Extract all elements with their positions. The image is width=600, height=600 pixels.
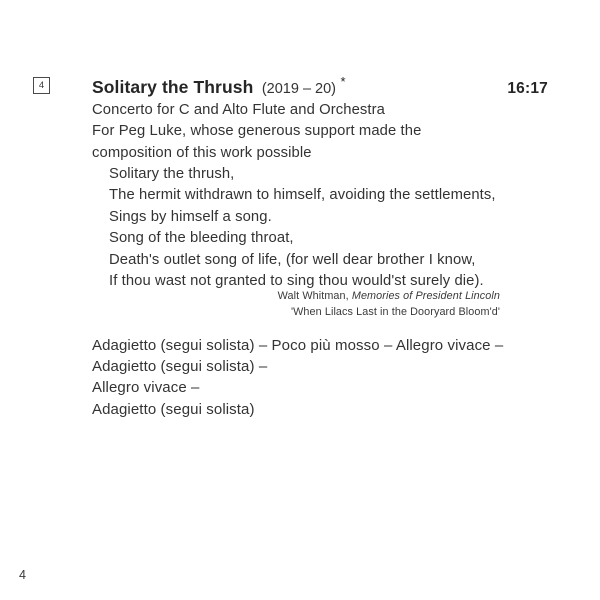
work-title-group xyxy=(92,74,346,98)
movement-line: Adagietto (segui solista) xyxy=(92,400,255,418)
poem-line: Song of the bleeding throat, xyxy=(109,230,294,247)
poem xyxy=(109,164,496,292)
work-years: (2019 – 20) xyxy=(261,81,336,97)
poem-line: Sings by himself a song. xyxy=(109,208,272,225)
track-number-box xyxy=(33,77,50,94)
movement-line: Allegro vivace – xyxy=(92,379,200,397)
work-duration: 16:17 xyxy=(507,80,548,97)
track-number: 4 xyxy=(38,80,45,91)
page-number: 4 xyxy=(19,568,26,582)
attribution-author: Walt Whitman, xyxy=(277,290,352,302)
work-dedication-line-1: For Peg Luke, whose generous support made the xyxy=(92,123,422,140)
poem-line: Solitary the thrush, xyxy=(109,166,235,182)
attribution-work-title: Memories of President Lincoln xyxy=(351,290,500,302)
poem-attribution xyxy=(278,289,500,320)
movement-line: Adagietto (segui solista) – xyxy=(92,358,268,376)
work-dedication-line-2: composition of this work possible xyxy=(92,144,312,161)
poem-line: If thou wast not granted to sing thou would'st surely die). xyxy=(109,273,484,290)
attribution-line-1 xyxy=(278,289,500,305)
work-header xyxy=(92,74,548,98)
work-title: Solitary the Thrush xyxy=(92,77,254,97)
work-description xyxy=(92,100,421,164)
work-subtitle: Concerto for C and Alto Flute and Orchestra xyxy=(92,102,385,118)
poem-line: The hermit withdrawn to himself, avoiding the settlements, xyxy=(109,187,496,204)
premiere-asterisk: * xyxy=(340,74,346,89)
movement-line: Adagietto (segui solista) – Poco più mosso – Allegro vivace – xyxy=(92,337,504,354)
movements-list xyxy=(92,335,503,420)
attribution-line-2: 'When Lilacs Last in the Dooryard Bloom'd' xyxy=(290,305,500,318)
poem-line: Death's outlet song of life, (for well dear brother I know, xyxy=(109,251,476,268)
